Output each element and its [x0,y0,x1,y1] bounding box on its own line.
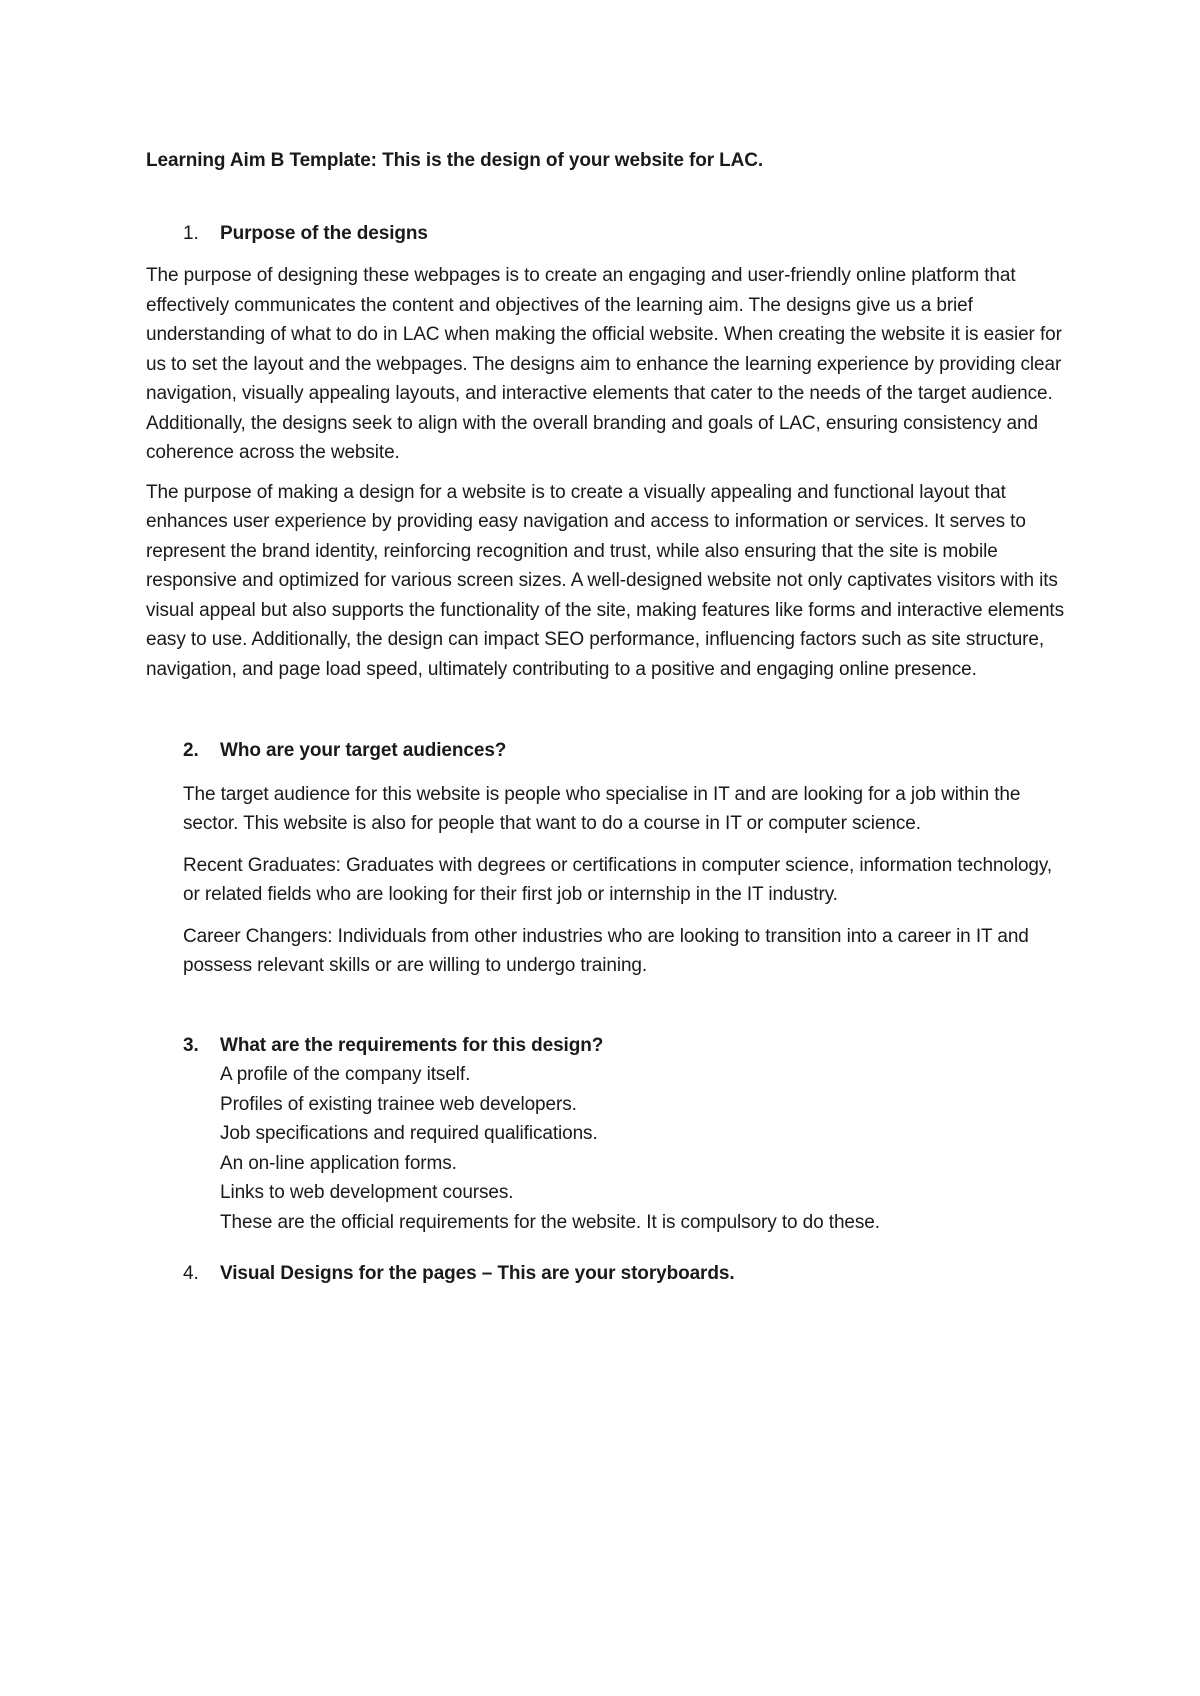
paragraph: Recent Graduates: Graduates with degrees or certifications in computer science, information technology, or related fields who are looking for their first job or internship in the IT industry. [183,854,1053,905]
list-item: A profile of the company itself. [220,1064,471,1085]
section-title: Who are your target audiences? [220,740,507,761]
section-heading [146,736,1066,766]
section-purpose [146,219,1066,685]
section-visual-designs [146,1259,1066,1289]
list-item: These are the official requirements for the website. It is compulsory to do these. [220,1211,880,1233]
section-title: Visual Designs for the pages – This are your storyboards. [220,1263,735,1284]
list-item: Job specifications and required qualifications. [220,1123,598,1144]
section-number: 2. [183,740,199,761]
paragraph: Career Changers: Individuals from other industries who are looking to transition into a career in IT and possess relevant skills or are willing to undergo training. [183,925,1029,976]
document-body [146,146,1066,1289]
list-item: Profiles of existing trainee web developers. [220,1093,577,1115]
section-heading [146,219,1066,249]
section-title: What are the requirements for this design? [220,1034,604,1056]
section-heading [146,1259,1066,1289]
section-heading [146,1031,1066,1061]
paragraph: The purpose of making a design for a website is to create a visually appealing and functional layout that enhances user experience by providing easy navigation and access to information or services. It serves to represent the brand identity, reinforcing recognition and trust, while also ensuring that the site is mobile responsive and optimized for various screen sizes. A well-designed website not only captivates visitors with its visual appeal but also supports the functionality of the site, making features like forms and interactive elements easy to use. Additionally, the design can impact SEO performance, influencing factors such as site structure, navigation, and page load speed, ultimately contributing to a positive and engaging online presence. [146,481,1064,680]
paragraph: The purpose of designing these webpages is to create an engaging and user-friendly online platform that effectively communicates the content and objectives of the learning aim. The designs give us a brief understanding of what to do in LAC when making the official website. When creating the website it is easier for us to set the layout and the webpages. The designs aim to enhance the learning experience by providing clear navigation, visually appealing layouts, and interactive elements that cater to the needs of the target audience. Additionally, the designs seek to align with the overall branding and goals of LAC, ensuring consistency and coherence across the website. [146,265,1062,463]
paragraph: The target audience for this website is people who specialise in IT and are looking for a job within the sector. This website is also for people that want to do a course in IT or computer science. [183,783,1021,834]
requirements-list [146,1060,1066,1237]
section-title: Purpose of the designs [220,222,428,244]
document-title: Learning Aim B Template: This is the design of your website for LAC. [146,150,764,171]
section-target-audiences [146,736,1066,981]
section-number: 3. [183,1034,199,1056]
list-item: Links to web development courses. [220,1182,514,1203]
section-number: 4. [183,1263,199,1284]
section-number: 1. [183,222,199,244]
section-requirements [146,1031,1066,1238]
list-item: An on-line application forms. [220,1152,457,1174]
